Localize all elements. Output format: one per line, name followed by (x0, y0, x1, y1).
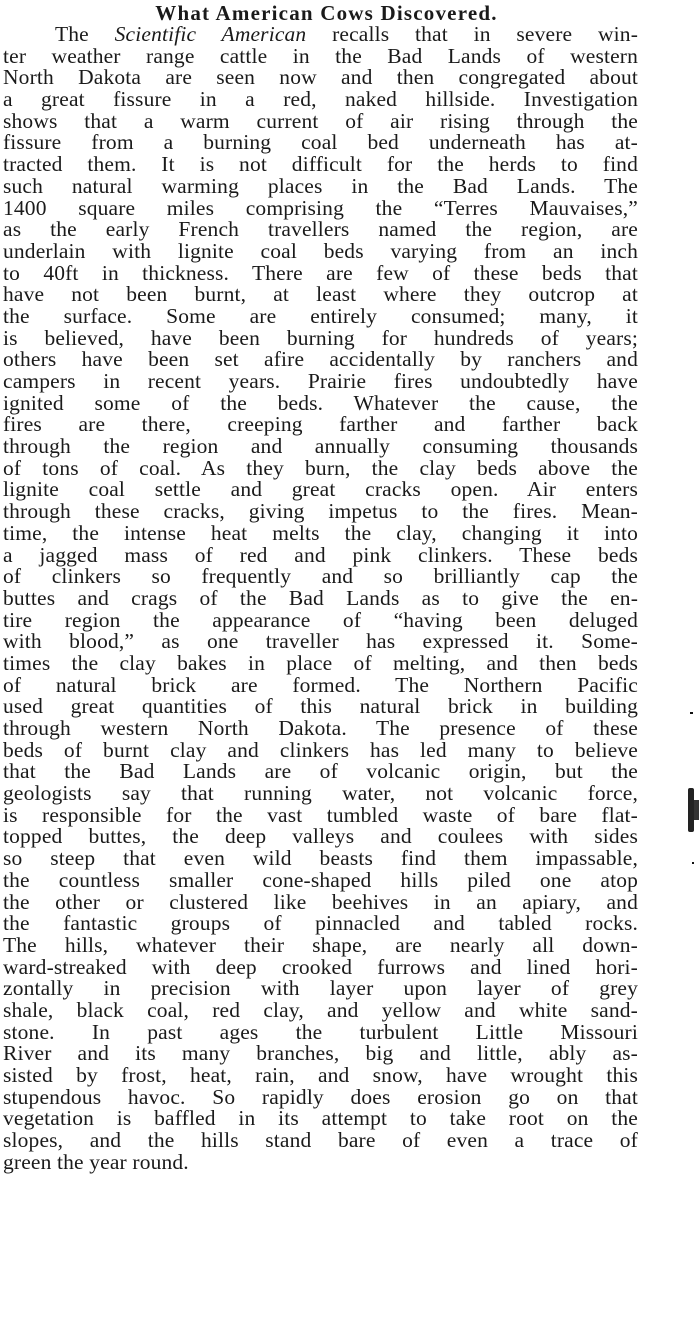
article-line: through the region and annually consuming thousands (3, 434, 638, 459)
article-line: fires are there, creeping farther and farther back (3, 412, 638, 437)
article-line: to 40ft in thickness. There are few of these beds that (3, 260, 638, 285)
article-line: campers in recent years. Prairie fires undoubtedly have (3, 369, 638, 393)
article-line: of tons of coal. As they burn, the clay beds above the (3, 455, 638, 480)
article-line: vegetation is baffled in its attempt to take root on the (3, 1106, 638, 1131)
article-line: with blood,” as one traveller has expressed it. Some- (3, 629, 638, 654)
opening-line-rest: recalls that in severe win- (306, 22, 638, 46)
article-line: The hills, whatever their shape, are nearly all down- (3, 932, 638, 957)
article-line: as the early French travellers named the region, are (3, 217, 638, 242)
article-line: buttes and crags of the Bad Lands as to give the en- (3, 585, 638, 610)
article-line: lignite coal settle and great cracks open. Air enters (3, 477, 638, 502)
article-line: tire region the appearance of “having been deluged (3, 607, 638, 632)
article-line: the other or clustered like beehives in an apiary, and (3, 889, 638, 914)
article-line: the countless smaller cone-shaped hills piled one atop (3, 867, 638, 892)
article-line: stone. In past ages the turbulent Little Missouri (3, 1019, 638, 1044)
article-line: time, the intense heat melts the clay, changing it into (3, 520, 638, 545)
article-line-last: green the year round. (3, 1149, 189, 1174)
article-line: fissure from a burning coal bed underneath has at- (3, 130, 638, 155)
article-line: used great quantities of this natural brick in building (3, 694, 638, 719)
article-line: beds of burnt clay and clinkers has led many to believe (3, 737, 638, 762)
article-line: such natural warming places in the Bad Lands. The (3, 173, 638, 198)
article-line: that the Bad Lands are of volcanic origin, but the (3, 759, 638, 784)
article-line: slopes, and the hills stand bare of even a trace of (3, 1128, 638, 1153)
article-line: tracted them. It is not difficult for the herds to find (3, 152, 638, 177)
article-line: of clinkers so frequently and so brilliantly cap the (3, 564, 638, 589)
article-line: sisted by frost, heat, rain, and snow, have wrought this (3, 1063, 638, 1087)
article-line: through these cracks, giving impetus to the fires. Mean- (3, 499, 638, 524)
article-title: What American Cows Discovered. (155, 1, 498, 25)
article (3, 2, 638, 1173)
article-line: through western North Dakota. The presence of these (3, 716, 638, 740)
article-line: ward-streaked with deep crooked furrows and lined hori- (3, 954, 638, 979)
article-line: a jagged mass of red and pink clinkers. These beds (3, 542, 638, 567)
article-line: ignited some of the beds. Whatever the cause, the (3, 390, 638, 415)
article-line: zontally in precision with layer upon layer of grey (3, 976, 638, 1001)
scan-speck (690, 712, 693, 714)
opening-word: The (55, 22, 115, 46)
article-lines (3, 43, 638, 1153)
article-line: North Dakota are seen now and then congregated about (3, 65, 638, 90)
article-line: 1400 square miles comprising the “Terres Mauvaises,” (3, 195, 638, 220)
article-line: the fantastic groups of pinnacled and tabled rocks. (3, 911, 638, 936)
article-line: shale, black coal, red clay, and yellow and white sand- (3, 997, 638, 1022)
article-line: a great fissure in a red, naked hillside. Investigation (3, 87, 638, 112)
article-line: the surface. Some are entirely consumed; many, it (3, 303, 638, 328)
article-line: is believed, have been burning for hundreds of years; (3, 325, 638, 350)
article-body (3, 24, 638, 1173)
article-line: times the clay bakes in place of melting, and then beds (3, 650, 638, 675)
article-line: have not been burnt, at least where they outcrop at (3, 282, 638, 307)
article-line: so steep that even wild beasts find them impassable, (3, 846, 638, 871)
article-line: of natural brick are formed. The Northern Pacific (3, 672, 638, 697)
article-line (3, 24, 638, 46)
article-line: is responsible for the vast tumbled waste of bare flat- (3, 802, 638, 827)
scan-speck (692, 862, 694, 864)
publication-name: Scientific American (114, 22, 307, 46)
article-line: shows that a warm current of air rising through the (3, 108, 638, 133)
article-line: River and its many branches, big and little, ably as- (3, 1041, 638, 1066)
article-line: topped buttes, the deep valleys and coulees with sides (3, 824, 638, 849)
article-line: underlain with lignite coal beds varying from an inch (3, 238, 638, 263)
article-line: geologists say that running water, not volcanic force, (3, 781, 638, 806)
article-line: ter weather range cattle in the Bad Lands of western (3, 43, 638, 68)
article-line: stupendous havoc. So rapidly does erosion go on that (3, 1084, 638, 1109)
article-line: others have been set afire accidentally by ranchers and (3, 347, 638, 372)
scan-speck (694, 800, 699, 820)
